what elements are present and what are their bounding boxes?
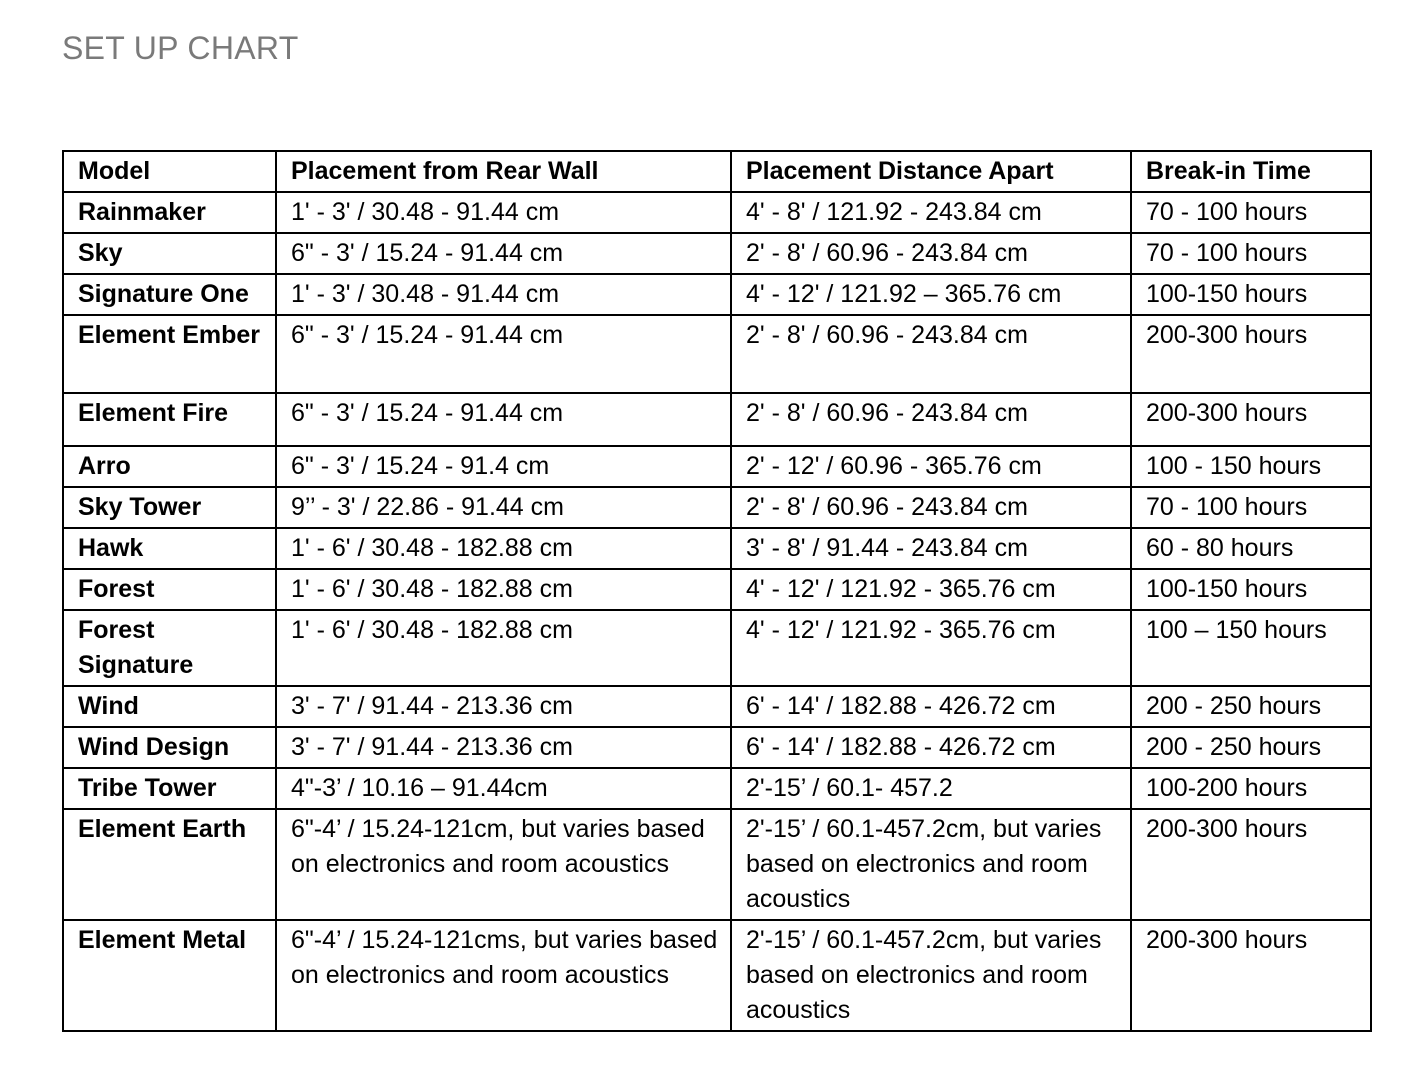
model-cell: Sky Tower [63,487,276,528]
rear-wall-cell: 3' - 7' / 91.44 - 213.36 cm [276,686,731,727]
break-in-cell: 200-300 hours [1131,315,1371,393]
break-in-cell: 100 – 150 hours [1131,610,1371,686]
setup-chart-table [62,150,1372,1032]
rear-wall-cell: 1' - 3' / 30.48 - 91.44 cm [276,274,731,315]
distance-apart-cell: 6' - 14' / 182.88 - 426.72 cm [731,727,1131,768]
table-row [63,192,1371,233]
table-row [63,487,1371,528]
table-row [63,920,1371,1031]
model-cell: Tribe Tower [63,768,276,809]
distance-apart-cell: 2' - 8' / 60.96 - 243.84 cm [731,393,1131,446]
distance-apart-cell: 2'-15’ / 60.1- 457.2 [731,768,1131,809]
table-row [63,569,1371,610]
break-in-cell: 70 - 100 hours [1131,233,1371,274]
model-cell: Signature One [63,274,276,315]
distance-apart-cell: 2' - 8' / 60.96 - 243.84 cm [731,233,1131,274]
distance-apart-cell: 2' - 12' / 60.96 - 365.76 cm [731,446,1131,487]
table-row [63,393,1371,446]
distance-apart-cell: 2' - 8' / 60.96 - 243.84 cm [731,487,1131,528]
distance-apart-cell: 6' - 14' / 182.88 - 426.72 cm [731,686,1131,727]
model-cell: Wind [63,686,276,727]
break-in-cell: 70 - 100 hours [1131,487,1371,528]
distance-apart-cell: 2' - 8' / 60.96 - 243.84 cm [731,315,1131,393]
break-in-cell: 70 - 100 hours [1131,192,1371,233]
distance-apart-cell: 3' - 8' / 91.44 - 243.84 cm [731,528,1131,569]
break-in-cell: 200 - 250 hours [1131,727,1371,768]
rear-wall-cell: 3' - 7' / 91.44 - 213.36 cm [276,727,731,768]
break-in-cell: 60 - 80 hours [1131,528,1371,569]
distance-apart-cell: 4' - 12' / 121.92 - 365.76 cm [731,569,1131,610]
distance-apart-cell: 4' - 8' / 121.92 - 243.84 cm [731,192,1131,233]
table-row [63,315,1371,393]
header-break-in: Break-in Time [1131,151,1371,192]
model-cell: Arro [63,446,276,487]
break-in-cell: 200 - 250 hours [1131,686,1371,727]
table-row [63,233,1371,274]
model-cell: Element Ember [63,315,276,393]
rear-wall-cell: 6"-4’ / 15.24-121cms, but varies based on electronics and room acoustics [276,920,731,1031]
break-in-cell: 100 - 150 hours [1131,446,1371,487]
table-row [63,274,1371,315]
break-in-cell: 200-300 hours [1131,393,1371,446]
rear-wall-cell: 6" - 3' / 15.24 - 91.4 cm [276,446,731,487]
table-row [63,528,1371,569]
model-cell: Sky [63,233,276,274]
page-title: SET UP CHART [62,30,299,66]
rear-wall-cell: 1' - 6' / 30.48 - 182.88 cm [276,569,731,610]
break-in-cell: 100-150 hours [1131,274,1371,315]
rear-wall-cell: 9’’ - 3' / 22.86 - 91.44 cm [276,487,731,528]
model-cell: Element Metal [63,920,276,1031]
model-cell: Forest [63,569,276,610]
break-in-cell: 100-200 hours [1131,768,1371,809]
rear-wall-cell: 6" - 3' / 15.24 - 91.44 cm [276,233,731,274]
distance-apart-cell: 2'-15’ / 60.1-457.2cm, but varies based on electronics and room acoustics [731,920,1131,1031]
header-row [63,151,1371,192]
distance-apart-cell: 2'-15’ / 60.1-457.2cm, but varies based on electronics and room acoustics [731,809,1131,920]
rear-wall-cell: 1' - 6' / 30.48 - 182.88 cm [276,610,731,686]
header-model: Model [63,151,276,192]
rear-wall-cell: 4"-3’ / 10.16 – 91.44cm [276,768,731,809]
rear-wall-cell: 6" - 3' / 15.24 - 91.44 cm [276,393,731,446]
break-in-cell: 200-300 hours [1131,920,1371,1031]
model-cell: Element Earth [63,809,276,920]
rear-wall-cell: 6"-4’ / 15.24-121cm, but varies based on electronics and room acoustics [276,809,731,920]
model-cell: Rainmaker [63,192,276,233]
model-cell: Wind Design [63,727,276,768]
table-row [63,610,1371,686]
break-in-cell: 100-150 hours [1131,569,1371,610]
table-row [63,768,1371,809]
rear-wall-cell: 1' - 3' / 30.48 - 91.44 cm [276,192,731,233]
table-row [63,809,1371,920]
distance-apart-cell: 4' - 12' / 121.92 – 365.76 cm [731,274,1131,315]
break-in-cell: 200-300 hours [1131,809,1371,920]
header-distance-apart: Placement Distance Apart [731,151,1131,192]
table-row [63,446,1371,487]
model-cell: Element Fire [63,393,276,446]
rear-wall-cell: 1' - 6' / 30.48 - 182.88 cm [276,528,731,569]
rear-wall-cell: 6" - 3' / 15.24 - 91.44 cm [276,315,731,393]
table-row [63,727,1371,768]
model-cell: Hawk [63,528,276,569]
model-cell: Forest Signature [63,610,276,686]
table-row [63,686,1371,727]
distance-apart-cell: 4' - 12' / 121.92 - 365.76 cm [731,610,1131,686]
header-rear-wall: Placement from Rear Wall [276,151,731,192]
